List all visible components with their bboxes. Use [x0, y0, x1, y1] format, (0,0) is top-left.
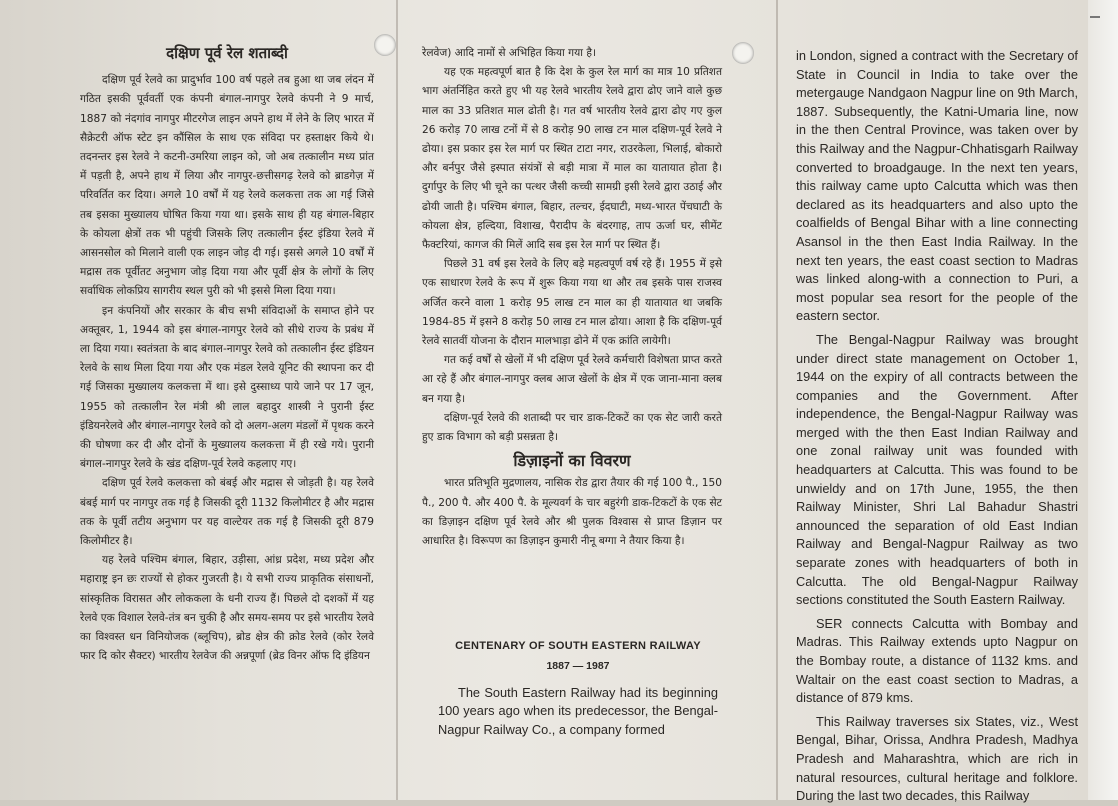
hindi-paragraph: रेलवेज) आदि नामों से अभिहित किया गया है। — [422, 47, 596, 59]
hindi-paragraph: पिछले 31 वर्ष इस रेलवे के लिए बड़े महत्वपूर्ण वर्ष रहे हैं। 1955 में इसे एक साधारण रेलवे के रूप में शुरू किया गया था और तब इसके पास राजस्व अर्जित करने वाला 1 करोड़ 95 लाख टन माल का ही यातायात था जबकि 1984-85 में इसने 8 करोड़ 50 लाख टन माल ढोया। आशा है कि दक्षिण-पूर्व रेलवे सातवीं योजना के दौरान मालभाड़ा ढोने में एक क्रांति लायेगी। — [422, 258, 722, 348]
edge-mark — [1090, 16, 1100, 18]
english-column — [796, 47, 1078, 804]
english-paragraph: The Bengal-Nagpur Railway was brought under direct state management on October 1, 1944 on the expiry of all contracts between the companies and the Government. After independence, the Bengal-Nagpur Railway was merged with the then East Indian Railway and one zonal railway unit was founded with headquarters at Calcutta. This was found to be unwieldy and on 17th June, 1955, the then Railway Minister, Shri Lal Bahadur Shastri announced the separation of old East Indian Railway and Bengal-Nagpur Railway as two separate zones with headquarters of both in Calcutta. The old Bengal-Nagpur Railway sections constituted the South Eastern Railway. — [796, 331, 1078, 608]
english-intro-paragraph: The South Eastern Railway had its beginning 100 years ago when its predecessor, the Bengal-Nagpur Railway Co., a company formed — [438, 685, 718, 737]
design-description: भारत प्रतिभूति मुद्रणालय, नासिक रोड द्वारा तैयार की गई 100 पै., 150 पै., 200 पै. और 400 पै. के मूल्यवर्ग के चार बहुरंगी डाक-टिकटों के एक सेट का डिज़ाइन दक्षिण पूर्व रेलवे और श्री पुलक विश्वास से प्राप्त डिज़ान पर आधारित है। विरूपण का डिज़ाइन कुमारी नीनू बग्गा ने तैयार किया है। — [422, 477, 722, 548]
punch-hole-right — [732, 42, 754, 64]
hindi-column-2 — [422, 44, 722, 644]
hindi-paragraph: गत कई वर्षों से खेलों में भी दक्षिण पूर्व रेलवे कर्मचारी विशेषता प्राप्त करते आ रहे हैं और बंगाल-नागपुर क्लब आज खेलों के क्षेत्र में एक जाना-माना क्लब बन गया है। — [422, 354, 722, 405]
hindi-title: दक्षिण पूर्व रेल शताब्दी — [166, 44, 288, 62]
english-paragraph: This Railway traverses six States, viz., West Bengal, Bihar, Orissa, Andhra Pradesh, Madhya Pradesh and Maharashtra, which are rich in natural resources, cultural heritage and folklore. During the last two decades, this Railway — [796, 713, 1078, 804]
english-intro-block — [438, 640, 718, 739]
hindi-paragraph: दक्षिण पूर्व रेलवे का प्रादुर्भाव 100 वर्ष पहले तब हुआ था जब लंदन में गठित इसकी पूर्ववर्ती एक कंपनी बंगाल-नागपुर रेलवे कंपनी ने 9 मार्च, 1887 को नंदगांव नागपुर मीटरगेज लाइन अपने हाथ में लेने के लिए भारत में सैक्रेटरी ऑफ स्टेट इन कौंसिल के साथ एक संविदा पर हस्ताक्षर किये थे। तदनन्तर इस रेलवे ने कटनी-उमरिया लाइन को, जो अब तत्कालीन मध्य प्रांत में पड़ती है, अपने हाथ में लिया और नागपुर-छत्तीसगढ़ रेलवे को ब्राडगेज़ में परिवर्तित कर दिया। अगले 10 वर्षों में यह रेलवे कलकत्ता तक आ गई जिसे तब इसका मुख्यालय घोषित किया गया था। इसके साथ ही यह बंगाल-बिहार के कोयला क्षेत्रों तक भी पहुंची जिसके लिए तत्कालीन ईस्ट इंडिया रेलवे में आसनसोल को मिलाने वाली एक लाइन जोड़ दी गई। इससे अगले 10 वर्षों में मद्रास तक पूर्वीतट अनुभाग जोड़ दिया गया और पूर्वी क्षेत्र के लोगों के लिए सर्वाधिक लोकप्रिय सागरीय स्थल पुरी को भी इससे मिला दिया गया। — [80, 74, 374, 298]
fold-line-right — [776, 0, 778, 800]
hindi-paragraph: यह एक महत्वपूर्ण बात है कि देश के कुल रेल मार्ग का मात्र 10 प्रतिशत भाग अंतर्निहित करते हुए भी यह रेलवे भारतीय रेलवे द्वारा ढोए जाने वाले कुछ माल का 33 प्रतिशत माल ढोती है। गत वर्ष भारतीय रेलवे द्वारा ढोए गए कुल 26 करोड़ 70 लाख टनों में से 8 करोड़ 90 लाख टन माल दक्षिण-पूर्व रेलवे ने ढोया। इस प्रकार इस रेल मार्ग पर स्थित टाटा नगर, राउरकेला, भिलाई, बोकारो और बर्नपुर जैसे इस्पात संयंत्रों से बड़ी मात्रा में माल का यातायात होता है। दुर्गापुर के लिए भी चूने का पत्थर जैसी कच्ची सामग्री इसी रेलवे द्वारा उठाई और ढोयी जाती है। पश्चिम बंगाल, बिहार, तल्चर, ईदघाटी, मध्य-भारत पेंचघाटी के कोयला क्षेत्र, हल्दिया, विशाख, पैरादीप के बंदरगाह, ताप ऊर्जा घर, सीमेंट फैक्टरियां, कागज की मिलें आदि सब इस रेल मार्ग पर स्थित हैं। — [422, 66, 723, 252]
hindi-paragraph: यह रेलवे पश्चिम बंगाल, बिहार, उड़ीसा, आंध्र प्रदेश, मध्य प्रदेश और महाराष्ट्र इन छः राज्यों से होकर गुजरती है। ये सभी राज्य प्राकृतिक संसाधनों, सांस्कृतिक विरासत और लोककला के धनी राज्य हैं। पिछले दो दशकों में यह रेलवे एक विशाल रेलवे-तंत्र बन चुकी है और समय-समय पर इसे भारतीय रेलवे का विश्वस्त धन विनियोजक (ब्लूचिप), ब्रोड क्षेत्र की क्रोड रेलवे (कोर रेलवे फार दि कोर सैक्टर) भारतीय रेलवेज की अन्नपूर्णा (ब्रेड विनर ऑफ दि इंडियन — [80, 554, 374, 663]
english-paragraph: SER connects Calcutta with Bombay and Madras. This Railway extends upto Nagpur on the Bombay route, a distance of 1132 kms. and Waltair on the east coast section to Madras, a distance of 879 kms. — [796, 615, 1078, 706]
english-title: CENTENARY OF SOUTH EASTERN RAILWAY — [455, 640, 701, 652]
hindi-paragraph: दक्षिण-पूर्व रेलवे की शताब्दी पर चार डाक-टिकटें का एक सेट जारी करते हुए डाक विभाग को बड़ी प्रसन्नता है। — [422, 411, 722, 444]
english-paragraph: in London, signed a contract with the Secretary of State in Council in India to take over the metergauge Nandgaon Nagpur line on 9th March, 1887. Subsequently, the Katni-Umaria line, now in the then Central Province, was taken over by this Railway and the Nagpur-Chhatisgarh Railway converted to broadgauge. In the next ten years, this railway came upto Calcutta which was then declared as its headquarters and also upto the coalfields of Bengal Bihar with a line connecting Asansol in the then East India Railway. In the next ten years, the east coast section to Madras was linked along-with a connection to Puri, a most popular sea resort for the people of the eastern sector. — [796, 48, 1078, 324]
fold-line-left — [396, 0, 398, 800]
hindi-paragraph: दक्षिण पूर्व रेलवे कलकत्ता को बंबई और मद्रास से जोड़ती है। यह रेलवे बंबई मार्ग पर नागपुर तक गई है जिसकी दूरी 1132 किलोमीटर है और मद्रास तक के पूर्वी तटीय अनुभाग पर यह वाल्टेयर तक गई है जिसकी दूरी 879 किलोमीटर है। — [80, 477, 374, 548]
hindi-column-1 — [80, 44, 374, 800]
design-title: डिज़ाइनों का विवरण — [513, 451, 631, 471]
english-years: 1887 — 1987 — [546, 660, 610, 672]
paper-edge — [1088, 0, 1118, 800]
hindi-paragraph: इन कंपनियों और सरकार के बीच सभी संविदाओं के समाप्त होने पर अक्तूबर, 1, 1944 को इस बंगाल-नागपुर रेलवे को सीधे राज्य के प्रबंध में ला दिया गया। स्वतंत्रता के बाद बंगाल-नागपुर रेलवे को तत्कालीन ईस्ट इंडियन रेलवे के साथ मिला दिया गया और एक मंडल रेलवे यूनिट की स्थापना कर दी गई जिसका मुख्यालय कलकत्ता में था। इसे दुस्साध्य पाये जाने पर 17 जून, 1955 को तत्कालीन रेल मंत्री श्री लाल बहादुर शास्त्री ने पुरानी ईस्ट इंडियनरेलवे और बंगाल-नागपुर रेलवे को दो अलग-अलग मंडलों में पृथक करने की घोषणा कर दी और दोनों के मुख्यालय कलकत्ता में ही रखे गये। पुरानी बंगाल-नागपुर रेलवे के खंड दक्षिण-पूर्व रेलवे कहलाए गए। — [80, 304, 374, 471]
punch-hole-left — [374, 34, 396, 56]
